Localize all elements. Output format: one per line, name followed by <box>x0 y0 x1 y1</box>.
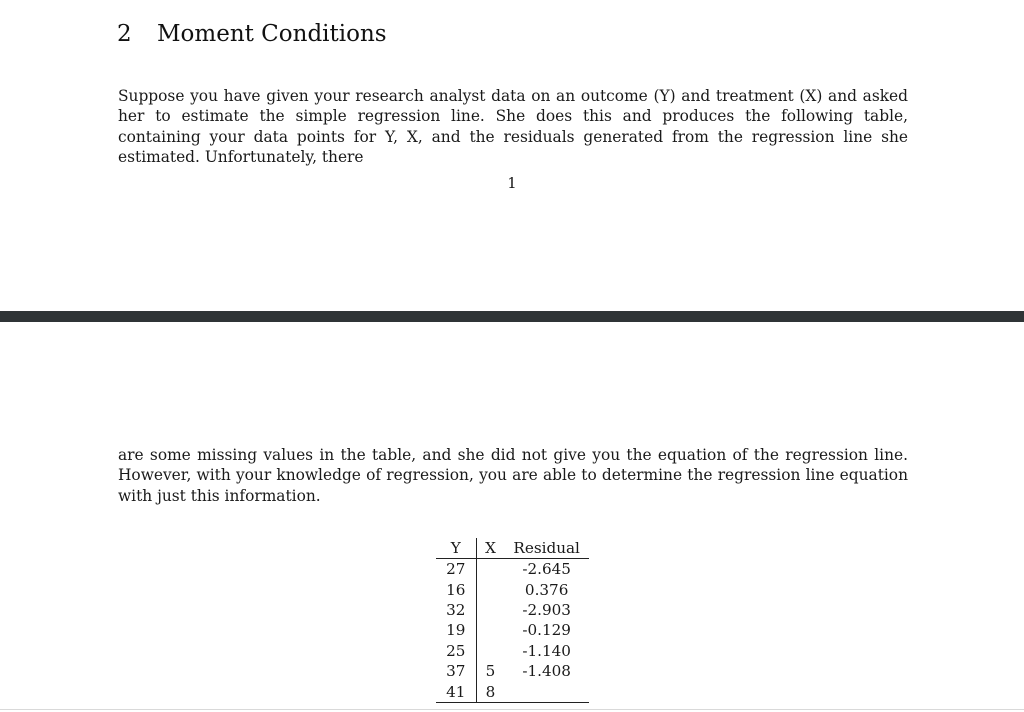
section-number: 2 <box>117 21 132 47</box>
bottom-rule <box>0 709 1024 710</box>
cell-residual <box>504 681 589 702</box>
cell-residual: -0.129 <box>522 621 571 640</box>
page-number: 1 <box>507 176 517 192</box>
cell-residual: -2.645 <box>522 560 571 579</box>
cell-y: 27 <box>436 559 476 580</box>
cell-residual: 0.376 <box>524 580 569 599</box>
cell-x <box>476 641 504 661</box>
header-residual: Residual <box>504 538 589 559</box>
header-y: Y <box>436 538 476 559</box>
cell-x: 5 <box>485 662 496 681</box>
cell-x <box>476 559 504 580</box>
table-row <box>436 681 589 702</box>
cell-y: 37 <box>436 661 476 681</box>
page-divider <box>0 311 1024 322</box>
table-header-row <box>436 538 589 559</box>
data-table-wrap <box>436 538 589 703</box>
page-top <box>0 0 1024 311</box>
table-row <box>436 559 589 580</box>
table-row <box>436 661 589 681</box>
cell-y: 32 <box>436 600 476 620</box>
section-title: Moment Conditions <box>157 21 387 47</box>
cell-x <box>476 620 504 640</box>
cell-x <box>476 579 504 599</box>
table-row <box>436 620 589 640</box>
table-row <box>436 579 589 599</box>
cell-x: 8 <box>476 681 504 702</box>
data-table <box>436 538 589 703</box>
header-x: X <box>476 538 504 559</box>
cell-residual: -1.408 <box>522 662 571 681</box>
section-heading <box>117 21 387 47</box>
cell-y: 41 <box>436 681 476 702</box>
cell-y: 19 <box>436 620 476 640</box>
paragraph-continuation: are some missing values in the table, and she did not give you the equation of the regression line. However, with your knowledge of regression, you are able to determine the regression line equation with just this information. <box>118 446 908 505</box>
table-row <box>436 600 589 620</box>
cell-residual: -2.903 <box>522 600 571 619</box>
paragraph-intro: Suppose you have given your research analyst data on an outcome (Y) and treatment (X) and asked her to estimate the simple regression line. She does this and produces the following table, containing your data points for Y, X, and the residuals generated from the regression line she estimated. Unfortunately, there <box>118 87 908 166</box>
cell-y: 16 <box>436 579 476 599</box>
cell-x <box>476 600 504 620</box>
table-row <box>436 641 589 661</box>
cell-y: 25 <box>436 641 476 661</box>
cell-residual: -1.140 <box>522 641 571 660</box>
